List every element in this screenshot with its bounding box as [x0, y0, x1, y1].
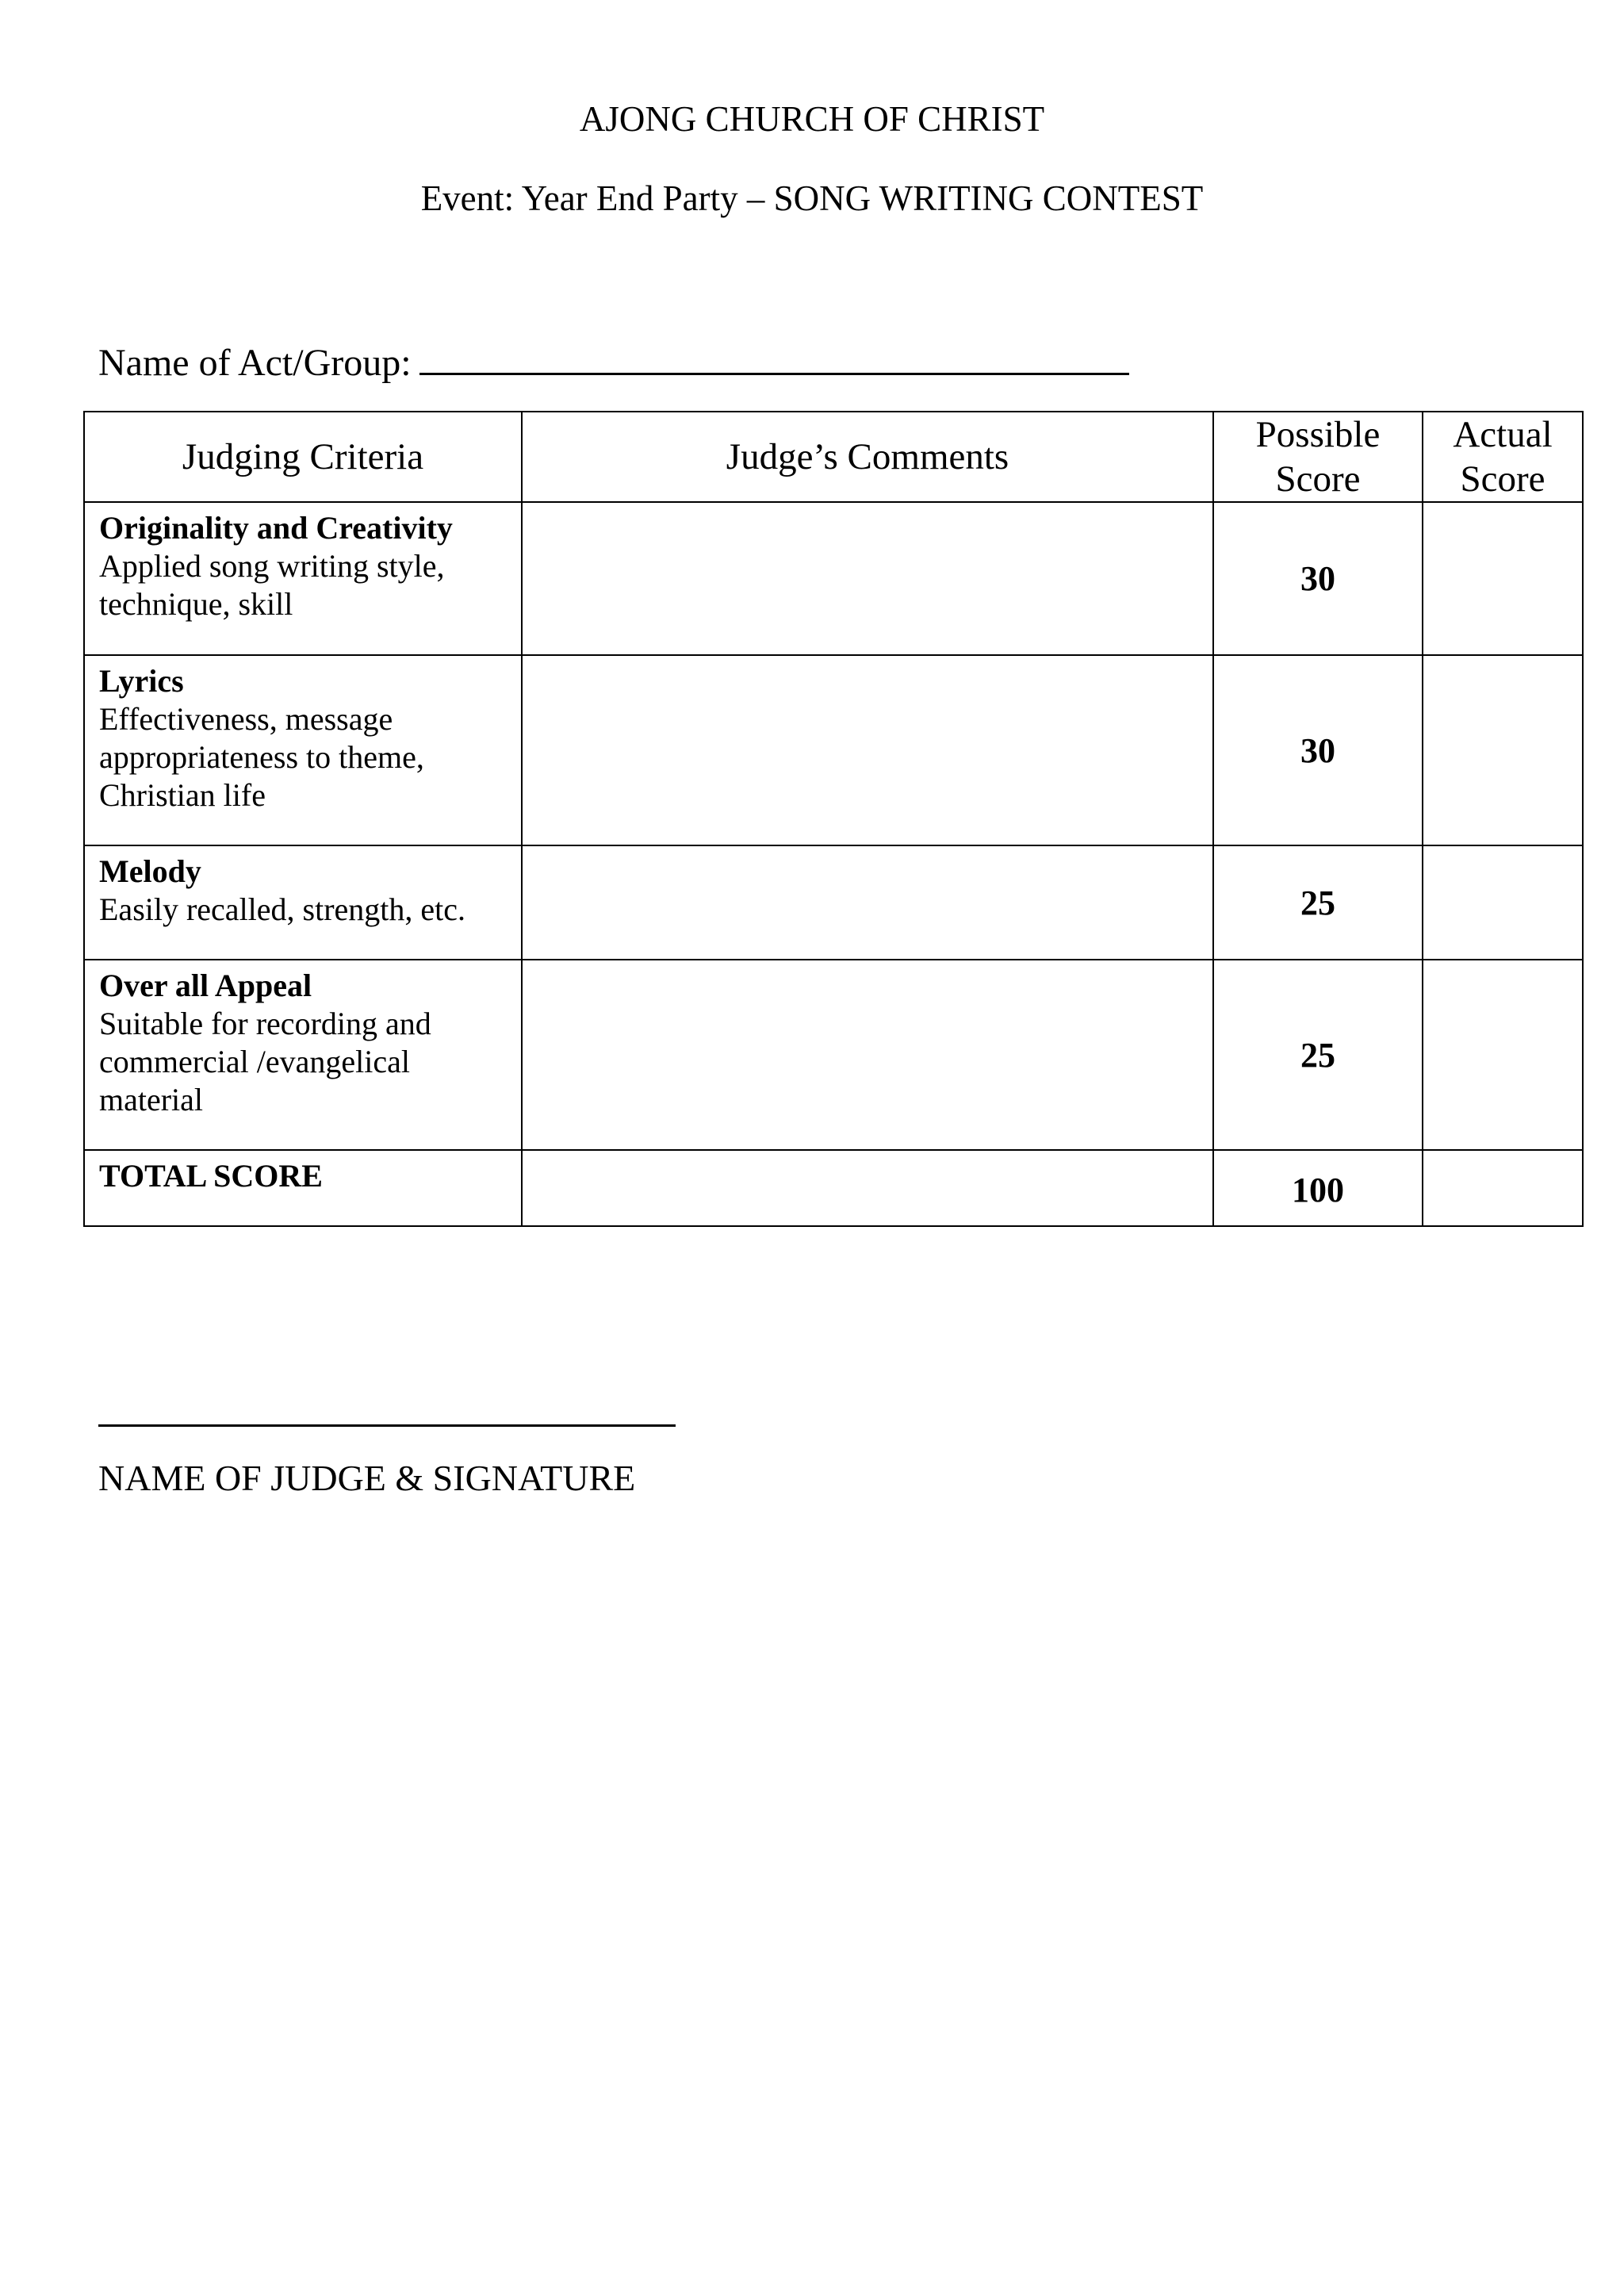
header-possible-line1: Possible	[1255, 414, 1381, 455]
actual-score-cell[interactable]	[1423, 845, 1583, 960]
header-actual-line2: Score	[1460, 458, 1545, 500]
total-comments-cell[interactable]	[522, 1150, 1213, 1226]
table-row	[84, 845, 1583, 960]
organization-title: AJONG CHURCH OF CHRIST	[579, 99, 1045, 139]
header-possible-line2: Score	[1275, 458, 1361, 500]
event-title: Event: Year End Party – SONG WRITING CONTEST	[420, 178, 1204, 218]
actual-score-cell[interactable]	[1423, 655, 1583, 845]
possible-score-cell: 30	[1213, 655, 1423, 845]
act-group-field	[98, 333, 1129, 387]
criteria-cell	[84, 655, 522, 845]
header-actual-score	[1423, 412, 1583, 502]
total-actual-score-cell[interactable]	[1423, 1150, 1583, 1226]
header-actual-line1: Actual	[1453, 414, 1553, 455]
table-header-row	[84, 412, 1583, 502]
actual-score-cell[interactable]	[1423, 960, 1583, 1150]
act-group-blank[interactable]	[419, 333, 1129, 375]
criteria-title: Melody	[99, 853, 201, 889]
possible-score-cell: 25	[1213, 960, 1423, 1150]
criteria-title: Originality and Creativity	[99, 510, 453, 546]
signature-label: NAME OF JUDGE & SIGNATURE	[98, 1458, 636, 1498]
total-label-cell	[84, 1150, 522, 1226]
actual-score-cell[interactable]	[1423, 502, 1583, 655]
criteria-title: Over all Appeal	[99, 968, 312, 1003]
criteria-description: Effectiveness, message appropriateness to theme, Christian life	[99, 701, 424, 813]
possible-score-cell: 25	[1213, 845, 1423, 960]
criteria-cell	[84, 502, 522, 655]
header-possible-score	[1213, 412, 1423, 502]
possible-score-cell: 30	[1213, 502, 1423, 655]
criteria-cell	[84, 960, 522, 1150]
comments-cell[interactable]	[522, 502, 1213, 655]
total-possible-score: 100	[1213, 1150, 1423, 1226]
criteria-cell	[84, 845, 522, 960]
total-score-label: TOTAL SCORE	[99, 1158, 323, 1194]
table-row	[84, 655, 1583, 845]
scoring-table	[83, 411, 1584, 1227]
criteria-description: Applied song writing style, technique, skill	[99, 548, 445, 622]
act-group-label: Name of Act/Group:	[98, 342, 412, 384]
total-row	[84, 1150, 1583, 1226]
comments-cell[interactable]	[522, 655, 1213, 845]
header-judging-criteria: Judging Criteria	[84, 412, 522, 502]
criteria-description: Suitable for recording and commercial /evangelical material	[99, 1006, 431, 1117]
table-row	[84, 960, 1583, 1150]
comments-cell[interactable]	[522, 960, 1213, 1150]
criteria-description: Easily recalled, strength, etc.	[99, 891, 466, 927]
comments-cell[interactable]	[522, 845, 1213, 960]
header-judges-comments: Judge’s Comments	[522, 412, 1213, 502]
signature-line[interactable]	[98, 1424, 676, 1427]
table-row	[84, 502, 1583, 655]
criteria-title: Lyrics	[99, 663, 184, 699]
